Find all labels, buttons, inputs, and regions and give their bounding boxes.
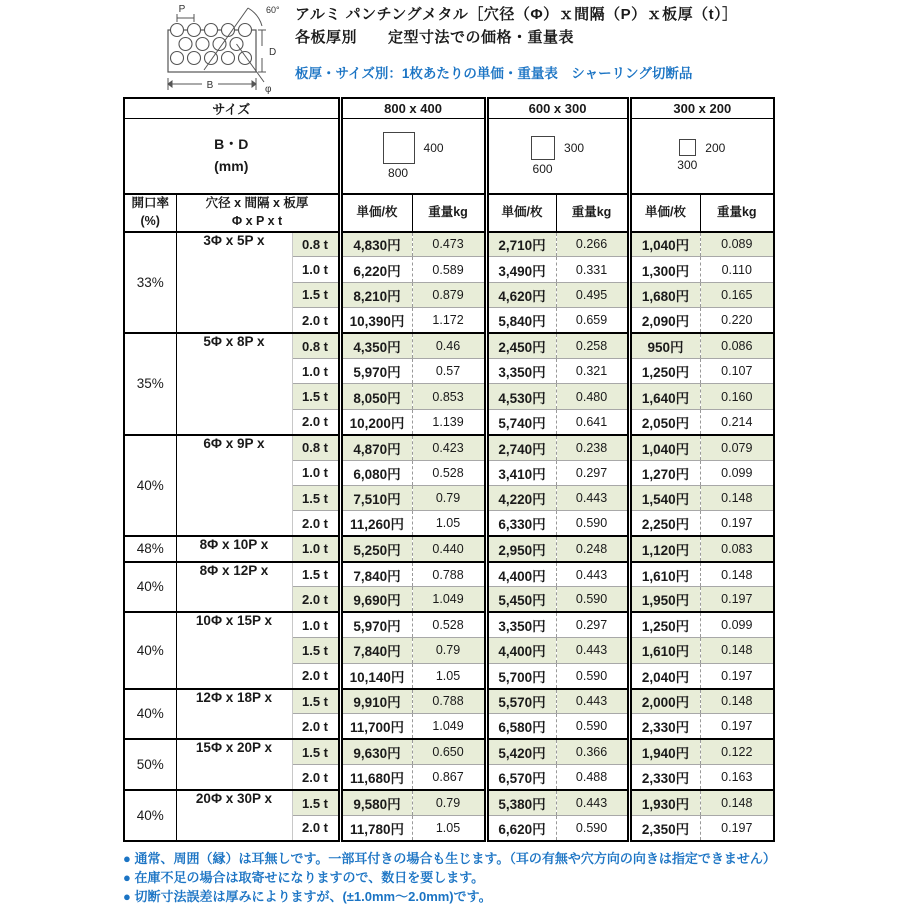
price-cell: 4,400円 [486, 562, 556, 587]
weight-cell: 0.248 [556, 536, 629, 561]
thickness-cell: 2.0 t [292, 587, 340, 612]
spec-cell: 3Φ x 5P x [176, 232, 292, 334]
open-rate-cell: 40% [124, 612, 176, 688]
sheet-diagram-row [124, 119, 774, 194]
open-rate-cell: 50% [124, 739, 176, 790]
weight-cell: 0.331 [556, 257, 629, 282]
thickness-cell: 1.5 t [292, 384, 340, 409]
note-line: ● 通常、周囲（縁）は耳無しです。一部耳付きの場合も生じます。（耳の有無や穴方向の向きは指定できません） [123, 851, 776, 866]
price-cell: 1,040円 [629, 232, 700, 257]
weight-cell: 0.528 [412, 612, 486, 637]
price-cell: 4,830円 [340, 232, 412, 257]
weight-cell: 0.258 [556, 333, 629, 358]
weight-cell: 1.05 [412, 511, 486, 536]
weight-cell: 0.57 [412, 358, 486, 383]
open-rate-cell: 33% [124, 232, 176, 334]
price-cell: 1,300円 [629, 257, 700, 282]
thickness-cell: 1.5 t [292, 562, 340, 587]
thickness-cell: 1.5 t [292, 485, 340, 510]
weight-cell: 0.443 [556, 790, 629, 815]
diagram-hole-label: φ [265, 84, 272, 95]
price-cell: 8,210円 [340, 282, 412, 307]
weight-cell: 0.443 [556, 638, 629, 663]
size-col-header-800x400: 800 x 400 [340, 98, 486, 119]
price-cell: 2,250円 [629, 511, 700, 536]
price-cell: 9,580円 [340, 790, 412, 815]
weight-cell: 0.366 [556, 739, 629, 764]
weight-cell: 0.440 [412, 536, 486, 561]
note-line: ● 切断寸法誤差は厚みによりますが、(±1.0mm～2.0mm)です。 [123, 889, 492, 904]
price-cell: 5,570円 [486, 689, 556, 714]
weight-cell: 0.590 [556, 815, 629, 840]
col-header-open-rate: 開口率 (%) [124, 194, 176, 232]
price-cell: 1,040円 [629, 435, 700, 460]
weight-cell: 0.590 [556, 663, 629, 688]
weight-cell: 1.049 [412, 714, 486, 739]
price-cell: 7,840円 [340, 562, 412, 587]
weight-cell: 1.139 [412, 409, 486, 434]
open-rate-cell: 48% [124, 536, 176, 561]
weight-cell: 0.160 [700, 384, 774, 409]
weight-cell: 0.214 [700, 409, 774, 434]
price-cell: 950円 [629, 333, 700, 358]
table-row [124, 689, 774, 714]
price-cell: 4,530円 [486, 384, 556, 409]
weight-cell: 0.148 [700, 562, 774, 587]
spec-cell: 15Φ x 20P x [176, 739, 292, 790]
weight-cell: 0.148 [700, 638, 774, 663]
price-cell: 11,780円 [340, 815, 412, 840]
price-cell: 1,610円 [629, 562, 700, 587]
thickness-cell: 2.0 t [292, 815, 340, 840]
price-cell: 4,870円 [340, 435, 412, 460]
weight-cell: 0.165 [700, 282, 774, 307]
table-row [124, 562, 774, 587]
weight-cell: 0.163 [700, 765, 774, 790]
weight-cell: 0.197 [700, 587, 774, 612]
weight-cell: 0.197 [700, 511, 774, 536]
thickness-cell: 1.5 t [292, 689, 340, 714]
price-cell: 1,250円 [629, 358, 700, 383]
price-cell: 6,220円 [340, 257, 412, 282]
weight-cell: 0.099 [700, 612, 774, 637]
size-header-row [124, 98, 774, 119]
page-subtitle: 各板厚別 定型寸法での価格・重量表 [295, 29, 575, 46]
table-row [124, 232, 774, 257]
open-rate-cell: 40% [124, 562, 176, 613]
weight-cell: 0.321 [556, 358, 629, 383]
bd-label: B・D [214, 136, 249, 153]
column-header-row [124, 194, 774, 232]
price-cell: 1,950円 [629, 587, 700, 612]
price-cell: 7,840円 [340, 638, 412, 663]
weight-cell: 0.867 [412, 765, 486, 790]
thickness-cell: 0.8 t [292, 333, 340, 358]
price-cell: 10,200円 [340, 409, 412, 434]
price-cell: 7,510円 [340, 485, 412, 510]
price-cell: 2,710円 [486, 232, 556, 257]
weight-cell: 0.480 [556, 384, 629, 409]
weight-cell: 0.788 [412, 689, 486, 714]
price-cell: 2,740円 [486, 435, 556, 460]
weight-cell: 0.197 [700, 714, 774, 739]
diagram-angle-label: 60° [266, 5, 280, 15]
size-col-header-300x200: 300 x 200 [629, 98, 774, 119]
sheet-diagram-800x400 [340, 119, 486, 194]
price-cell: 5,970円 [340, 612, 412, 637]
thickness-cell: 1.0 t [292, 257, 340, 282]
price-cell: 5,420円 [486, 739, 556, 764]
table-row [124, 612, 774, 637]
bd-label-cell [124, 119, 340, 194]
thickness-cell: 1.0 t [292, 536, 340, 561]
price-cell: 5,740円 [486, 409, 556, 434]
spec-cell: 8Φ x 10P x [176, 536, 292, 561]
table-row [124, 739, 774, 764]
bd-unit: (mm) [214, 157, 249, 174]
weight-cell: 0.659 [556, 308, 629, 333]
price-cell: 5,250円 [340, 536, 412, 561]
weight-cell: 0.879 [412, 282, 486, 307]
col-header-price-800x400: 単価/枚 [340, 194, 412, 232]
weight-cell: 0.238 [556, 435, 629, 460]
price-cell: 9,690円 [340, 587, 412, 612]
thickness-cell: 1.5 t [292, 790, 340, 815]
sheet-diagram-600x300 [486, 119, 629, 194]
price-cell: 1,540円 [629, 485, 700, 510]
weight-cell: 0.148 [700, 790, 774, 815]
spec-cell: 6Φ x 9P x [176, 435, 292, 537]
open-rate-cell: 40% [124, 790, 176, 841]
price-cell: 6,580円 [486, 714, 556, 739]
price-cell: 9,910円 [340, 689, 412, 714]
open-rate-cell: 40% [124, 435, 176, 537]
price-cell: 1,250円 [629, 612, 700, 637]
weight-cell: 0.297 [556, 612, 629, 637]
sheet-width: 800 [388, 165, 409, 180]
price-cell: 3,490円 [486, 257, 556, 282]
size-corner-label: サイズ [124, 98, 340, 119]
weight-cell: 0.110 [700, 257, 774, 282]
weight-cell: 0.220 [700, 308, 774, 333]
weight-cell: 0.423 [412, 435, 486, 460]
thickness-cell: 2.0 t [292, 409, 340, 434]
size-col-header-600x300: 600 x 300 [486, 98, 629, 119]
col-header-price-300x200: 単価/枚 [629, 194, 700, 232]
price-cell: 10,390円 [340, 308, 412, 333]
price-cell: 6,620円 [486, 815, 556, 840]
table-row [124, 435, 774, 460]
weight-cell: 0.197 [700, 663, 774, 688]
punching-pattern-diagram [152, 0, 297, 96]
sheet-square-icon [383, 132, 415, 164]
thickness-cell: 2.0 t [292, 308, 340, 333]
col-header-weight-800x400: 重量kg [412, 194, 486, 232]
weight-cell: 0.641 [556, 409, 629, 434]
thickness-cell: 1.5 t [292, 638, 340, 663]
col-header-weight-600x300: 重量kg [556, 194, 629, 232]
punching-pattern-icon [152, 0, 297, 96]
price-cell: 11,680円 [340, 765, 412, 790]
price-cell: 5,700円 [486, 663, 556, 688]
price-cell: 2,000円 [629, 689, 700, 714]
thickness-cell: 0.8 t [292, 232, 340, 257]
weight-cell: 0.297 [556, 460, 629, 485]
weight-cell: 0.443 [556, 562, 629, 587]
spec-cell: 10Φ x 15P x [176, 612, 292, 688]
weight-cell: 0.853 [412, 384, 486, 409]
price-cell: 2,350円 [629, 815, 700, 840]
price-cell: 4,350円 [340, 333, 412, 358]
page-title: アルミ パンチングメタル［穴径（Φ）ｘ間隔（P）ｘ板厚（t）］ [295, 6, 738, 23]
weight-cell: 0.197 [700, 815, 774, 840]
price-cell: 2,330円 [629, 714, 700, 739]
price-cell: 1,940円 [629, 739, 700, 764]
weight-cell: 0.79 [412, 790, 486, 815]
spec-cell: 5Φ x 8P x [176, 333, 292, 435]
weight-cell: 0.473 [412, 232, 486, 257]
price-cell: 4,220円 [486, 485, 556, 510]
weight-cell: 0.266 [556, 232, 629, 257]
sheet-height: 200 [705, 140, 726, 155]
weight-cell: 0.528 [412, 460, 486, 485]
spec-cell: 12Φ x 18P x [176, 689, 292, 740]
weight-cell: 0.122 [700, 739, 774, 764]
price-cell: 1,120円 [629, 536, 700, 561]
price-cell: 2,040円 [629, 663, 700, 688]
price-cell: 5,840円 [486, 308, 556, 333]
weight-cell: 0.086 [700, 333, 774, 358]
sheet-width: 600 [532, 161, 553, 176]
thickness-cell: 1.5 t [292, 282, 340, 307]
table-caption: 板厚・サイズ別：1枚あたりの単価・重量表 シャーリング切断品 [295, 66, 693, 81]
price-cell: 2,330円 [629, 765, 700, 790]
thickness-cell: 1.0 t [292, 358, 340, 383]
price-cell: 1,610円 [629, 638, 700, 663]
price-table-body [124, 232, 774, 841]
thickness-cell: 0.8 t [292, 435, 340, 460]
weight-cell: 0.148 [700, 485, 774, 510]
col-header-weight-300x200: 重量kg [700, 194, 774, 232]
price-cell: 1,680円 [629, 282, 700, 307]
price-cell: 2,090円 [629, 308, 700, 333]
weight-cell: 0.443 [556, 689, 629, 714]
weight-cell: 1.049 [412, 587, 486, 612]
col-header-spec: 穴径 x 間隔 x 板厚 Φ x P x t [176, 194, 340, 232]
weight-cell: 0.590 [556, 511, 629, 536]
price-weight-table [123, 97, 775, 842]
table-row [124, 333, 774, 358]
weight-cell: 1.172 [412, 308, 486, 333]
price-cell: 10,140円 [340, 663, 412, 688]
sheet-height: 300 [564, 140, 585, 155]
thickness-cell: 2.0 t [292, 765, 340, 790]
sheet-square-icon [531, 136, 555, 160]
price-cell: 1,270円 [629, 460, 700, 485]
price-cell: 6,330円 [486, 511, 556, 536]
price-cell: 5,970円 [340, 358, 412, 383]
thickness-cell: 1.5 t [292, 739, 340, 764]
weight-cell: 0.589 [412, 257, 486, 282]
price-cell: 4,400円 [486, 638, 556, 663]
price-cell: 3,350円 [486, 358, 556, 383]
spec-cell: 8Φ x 12P x [176, 562, 292, 613]
weight-cell: 0.079 [700, 435, 774, 460]
thickness-cell: 2.0 t [292, 714, 340, 739]
weight-cell: 0.590 [556, 587, 629, 612]
price-cell: 3,410円 [486, 460, 556, 485]
table-row [124, 536, 774, 561]
price-cell: 2,450円 [486, 333, 556, 358]
open-rate-cell: 40% [124, 689, 176, 740]
weight-cell: 0.488 [556, 765, 629, 790]
thickness-cell: 1.0 t [292, 460, 340, 485]
weight-cell: 0.650 [412, 739, 486, 764]
price-cell: 11,260円 [340, 511, 412, 536]
price-cell: 2,950円 [486, 536, 556, 561]
weight-cell: 0.443 [556, 485, 629, 510]
weight-cell: 0.79 [412, 485, 486, 510]
sheet-diagram-300x200 [629, 119, 774, 194]
sheet-height: 400 [423, 140, 444, 155]
footer-notes [123, 849, 823, 906]
weight-cell: 0.089 [700, 232, 774, 257]
price-cell: 2,050円 [629, 409, 700, 434]
weight-cell: 0.495 [556, 282, 629, 307]
price-cell: 6,080円 [340, 460, 412, 485]
price-cell: 1,640円 [629, 384, 700, 409]
weight-cell: 0.107 [700, 358, 774, 383]
thickness-cell: 2.0 t [292, 663, 340, 688]
price-cell: 3,350円 [486, 612, 556, 637]
price-cell: 5,380円 [486, 790, 556, 815]
diagram-depth-label: D [269, 47, 277, 58]
spec-cell: 20Φ x 30P x [176, 790, 292, 841]
weight-cell: 0.099 [700, 460, 774, 485]
col-header-price-600x300: 単価/枚 [486, 194, 556, 232]
price-cell: 5,450円 [486, 587, 556, 612]
note-line: ● 在庫不足の場合は取寄せになりますので、数日を要します。 [123, 870, 485, 885]
price-cell: 9,630円 [340, 739, 412, 764]
diagram-width-label: B [206, 80, 214, 91]
sheet-square-icon [679, 139, 696, 156]
weight-cell: 0.590 [556, 714, 629, 739]
weight-cell: 0.148 [700, 689, 774, 714]
weight-cell: 0.788 [412, 562, 486, 587]
weight-cell: 0.46 [412, 333, 486, 358]
weight-cell: 0.79 [412, 638, 486, 663]
weight-cell: 1.05 [412, 815, 486, 840]
thickness-cell: 2.0 t [292, 511, 340, 536]
weight-cell: 1.05 [412, 663, 486, 688]
price-cell: 1,930円 [629, 790, 700, 815]
weight-cell: 0.083 [700, 536, 774, 561]
open-rate-cell: 35% [124, 333, 176, 435]
thickness-cell: 1.0 t [292, 612, 340, 637]
sheet-width: 300 [677, 158, 698, 173]
price-cell: 4,620円 [486, 282, 556, 307]
price-cell: 8,050円 [340, 384, 412, 409]
table-row [124, 790, 774, 815]
price-cell: 6,570円 [486, 765, 556, 790]
price-cell: 11,700円 [340, 714, 412, 739]
diagram-pitch-label: P [178, 4, 186, 15]
